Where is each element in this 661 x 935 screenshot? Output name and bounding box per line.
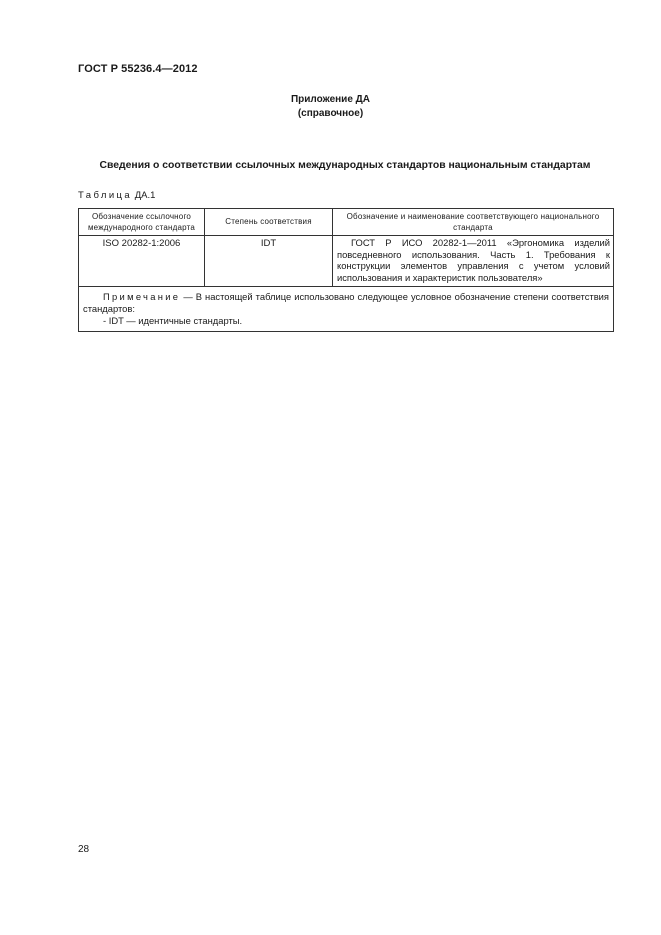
column-header-national: Обозначение и наименование соответствующего национального стандарта — [333, 209, 614, 236]
standards-table — [78, 208, 614, 332]
page-number: 28 — [78, 844, 90, 855]
cell-international-standard: ISO 20282-1:2006 — [79, 236, 205, 287]
cell-degree: IDT — [205, 236, 333, 287]
column-header-international: Обозначение ссылочного международного стандарта — [79, 209, 205, 236]
section-title: Сведения о соответствии ссылочных международных стандартов национальным стандартам — [99, 160, 591, 171]
document-header: ГОСТ Р 55236.4—2012 — [78, 63, 198, 75]
note-item: - IDT — идентичные стандарты. — [103, 315, 243, 327]
appendix-title: Приложение ДА — [290, 94, 371, 105]
table-note — [79, 287, 614, 332]
table-caption-number: ДА.1 — [134, 190, 156, 201]
table-note-row — [79, 287, 614, 332]
appendix-heading — [0, 93, 661, 121]
note-label: Примечание — [103, 291, 181, 303]
table-header-row — [79, 209, 614, 236]
table-caption-word: Таблица — [78, 190, 133, 201]
cell-national-standard — [333, 236, 614, 287]
column-header-degree: Степень соответствия — [205, 209, 333, 236]
appendix-subtitle: (справочное) — [297, 108, 364, 119]
table-caption — [78, 190, 155, 201]
note-text: — В настоящей таблице использовано следующее условное обозначение степени соответствия стандартов: — [83, 291, 609, 315]
note-paragraph — [83, 291, 609, 315]
table-row — [79, 236, 614, 287]
national-standard-text: ГОСТ Р ИСО 20282-1—2011 «Эргономика изделий повседневного использования. Часть 1. Требования к конструкции элементов управления с учетом условий использования и характеристик пользователя» — [337, 237, 610, 283]
